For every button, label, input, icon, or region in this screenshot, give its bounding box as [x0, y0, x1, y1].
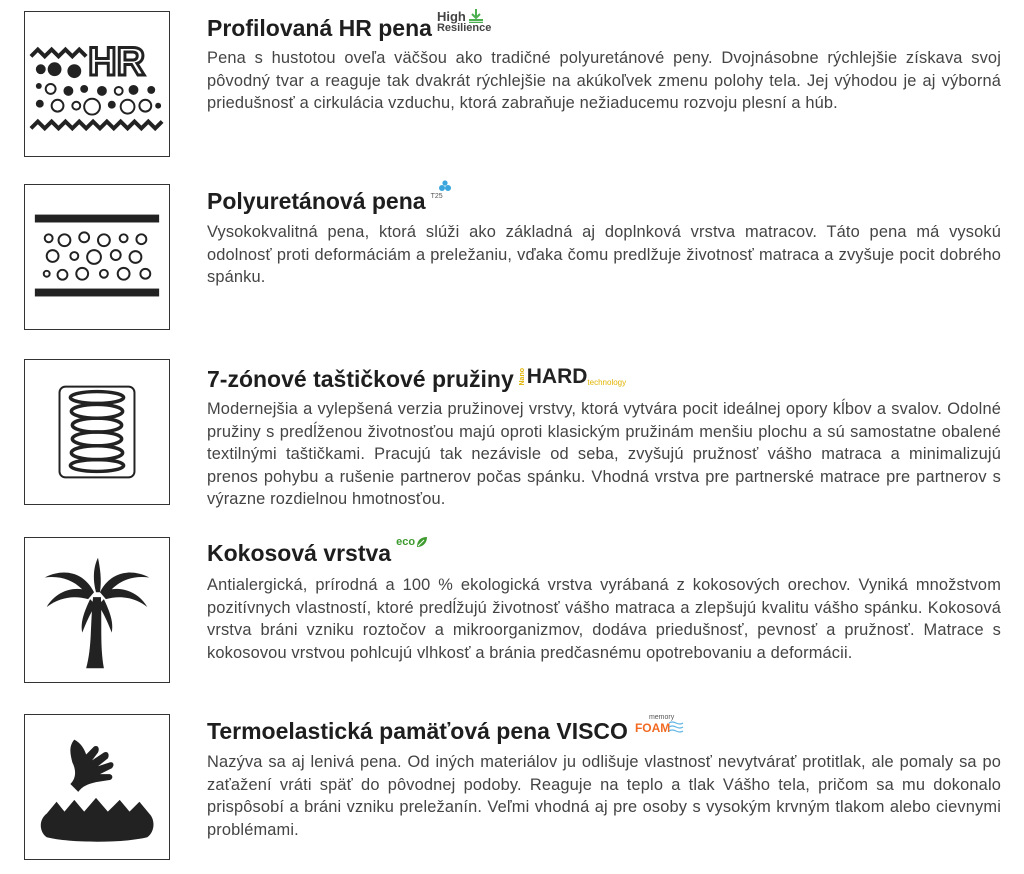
waves-icon — [668, 720, 684, 734]
high-resilience-badge: High Resilience — [436, 8, 492, 34]
polyurethane-foam-icon — [24, 184, 170, 330]
feature-title: Polyuretánová pena T25 — [207, 186, 452, 216]
t25-badge: T25 — [430, 186, 452, 210]
svg-text:HR: HR — [88, 40, 146, 85]
feature-description: Pena s hustotou oveľa väčšou ako tradičné polyuretánové peny. Dvojnásobne rýchlejšie získava svoj pôvodný tvar a reaguje tak dvakrát rýchlejšie na akúkoľvek zmenu polohy tela. Jej výhodou je aj výborná priedušnosť a cirkulácia vzduchu, ktorá zabraňuje nežiaducemu rozvoju plesní a húb. — [207, 49, 1001, 112]
palm-tree-icon — [24, 537, 170, 683]
arrow-down-icon — [468, 9, 484, 23]
feature-title: Termoelastická pamäťová pena VISCO memory FOAM — [207, 716, 685, 746]
leaf-icon — [416, 536, 428, 548]
hr-foam-icon — [24, 11, 170, 157]
nano-hard-badge: Nano HARD technology — [518, 365, 627, 388]
feature-title: Profilovaná HR pena High Resilience — [207, 8, 492, 41]
feature-description: Nazýva sa aj lenivá pena. Od iných materiálov ju odlišuje vlastnosť nevytvárať protitlak, ale pomaly sa po zaťažení vráti späť do pôvodnej podoby. Reaguje na teplo a tlak Vášho tela, pričom sa mu dokonalo prispôsobí a bráni vzniku preležanín. Veľmi vhodná aj pre osoby s vysokým krvným tlakom alebo cievnymi problémami. — [207, 753, 1001, 839]
feature-description: Antialergická, prírodná a 100 % ekologická vrstva vyrábaná z kokosových orechov. Vyniká množstvom pozitívnych vlastností, ktoré predĺžujú životnosť vášho matraca a zlepšujú kvalitu vášho spánku. Kokosová vrstva bráni vzniku roztočov a mikroorganizmov, dodáva priedušnosť, pevnosť a pružnosť. Matrace s kokosovou vrstvou pohlcujú vlhkosť a bránia predčasnému opotrebovaniu a deformácii. — [207, 576, 1001, 662]
feature-title: Kokosová vrstva eco — [207, 538, 428, 568]
eco-badge: eco — [396, 536, 428, 548]
memory-foam-badge: memory FOAM — [633, 716, 685, 740]
feature-description: Vysokokvalitná pena, ktorá slúži ako základná aj doplnková vrstva matracov. Táto pena má vysokú odolnosť proti deformáciám a preležaniu, vďaka čomu predlžuje životnosť matraca a zvyšuje pocit dobrého spánku. — [207, 223, 1001, 286]
feature-title: 7-zónové taštičkové pružiny Nano HARD technology — [207, 365, 627, 392]
memory-foam-hand-icon — [24, 714, 170, 860]
pocket-spring-icon — [24, 359, 170, 505]
feature-description: Modernejšia a vylepšená verzia pružinovej vrstvy, ktorá vytvára pocit ideálnej opory kĺbov a svalov. Odolné pružiny s predĺženou životnosťou majú oproti klasickým pružinám menšiu plochu a sú samostatne obalené textilnými taštičkami. Pracujú tak nezávisle od seba, zvyšujú pružnosť vášho matraca a minimalizujú prenos pohybu a rušenie partnerov počas spánku. Vhodná vrstva pre partnerské matrace pre partnerov s výrazne rozdielnou hmotnosťou. — [207, 400, 1001, 508]
bubbles-icon — [438, 180, 452, 192]
